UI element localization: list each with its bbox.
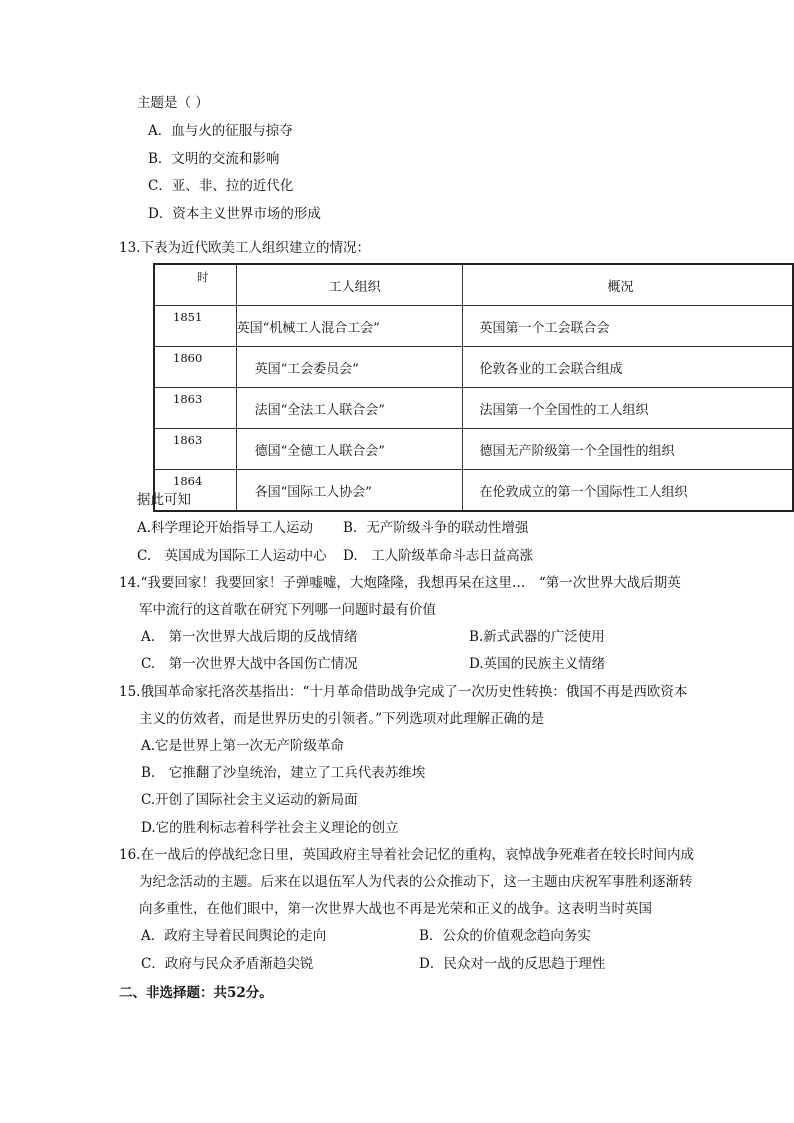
q16-option-c: C．政府与民众矛盾渐趋尖锐	[141, 956, 314, 972]
row-desc: 法国第一个全国性的工人组织	[463, 388, 793, 429]
q15-stem-line1: 15.俄国革命家托洛茨基指出：“十月革命借助战争完成了一次历史性转换：俄国不再是西欧资本	[119, 684, 688, 700]
q15-stem-line2: 主义的仿效者，而是世界历史的引领者。”下列选项对此理解正确的是	[139, 711, 545, 727]
row-year: 1851	[154, 306, 236, 347]
row-year: 1860	[154, 347, 236, 388]
table-row	[154, 470, 793, 512]
q13-option-c: C. 英国成为国际工人运动中心	[137, 548, 327, 564]
table-row	[154, 429, 793, 470]
section-2-heading: 二、非选择题：共52分。	[119, 985, 273, 1001]
q15-option-a: A.它是世界上第一次无产阶级革命	[141, 738, 345, 754]
row-org: 各国“国际工人协会”	[236, 470, 463, 512]
q12-option-d: D．资本主义世界市场的形成	[148, 206, 321, 222]
row-year: 1864	[154, 470, 236, 512]
q13-option-d: D. 工人阶级革命斗志日益高涨	[343, 548, 534, 564]
q14-stem-line1: 14.“我要回家！我要回家！子弹嘘嘘，大炮隆隆，我想再呆在这里… “第一次世界大战后期英	[119, 575, 681, 591]
table-row	[154, 388, 793, 429]
row-org: 英国“机械工人混合工会”	[236, 306, 463, 347]
q13-option-b: B．无产阶级斗争的联动性增强	[343, 520, 529, 536]
q14-option-a: A. 第一次世界大战后期的反战情绪	[141, 629, 358, 645]
row-desc: 在伦敦成立的第一个国际性工人组织	[463, 470, 793, 512]
q12-option-c: C．亚、非、拉的近代化	[148, 178, 294, 194]
table-header-year: 时	[154, 264, 236, 306]
row-desc: 德国无产阶级第一个全国性的组织	[463, 429, 793, 470]
q14-stem-line2: 军中流行的这首歌在研究下列哪一问题时最有价值	[139, 602, 436, 618]
table-row	[154, 347, 793, 388]
q15-option-d: D.它的胜利标志着科学社会主义理论的创立	[141, 820, 399, 836]
row-desc: 伦敦各业的工会联合组成	[463, 347, 793, 388]
row-org: 英国“工会委员会”	[236, 347, 463, 388]
row-org: 德国“全德工人联合会”	[236, 429, 463, 470]
q16-stem-line1: 16.在一战后的停战纪念日里，英国政府主导着社会记忆的重构，哀悼战争死难者在较长时间内成	[119, 847, 694, 863]
q16-option-b: B．公众的价值观念趋向务实	[419, 928, 591, 944]
q13-after-text: 据此可知	[137, 492, 191, 508]
row-desc: 英国第一个工会联合会	[463, 306, 793, 347]
table-header-row	[154, 264, 793, 306]
q14-option-d: D.英国的民族主义情绪	[469, 656, 606, 672]
q14-option-c: C. 第一次世界大战中各国伤亡情况	[141, 656, 358, 672]
q13-stem: 13.下表为近代欧美工人组织建立的情况：	[119, 240, 370, 256]
q16-stem-line3: 向多重性，在他们眼中，第一次世界大战也不再是光荣和正义的战争。这表明当时英国	[139, 901, 652, 917]
q16-stem-line2: 为纪念活动的主题。后来在以退伍军人为代表的公众推动下，这一主题由庆祝军事胜利逐渐转	[139, 874, 693, 890]
q15-option-b: B. 它推翻了沙皇统治，建立了工兵代表苏维埃	[141, 765, 426, 781]
table-header-org: 工人组织	[236, 264, 463, 306]
q16-option-d: D．民众对一战的反思趋于理性	[419, 956, 606, 972]
table-row	[154, 306, 793, 347]
q15-option-c: C.开创了国际社会主义运动的新局面	[141, 792, 358, 808]
table-header-desc: 概况	[463, 264, 793, 306]
row-org: 法国“全法工人联合会”	[236, 388, 463, 429]
q13-option-a: A.科学理论开始指导工人运动	[137, 520, 314, 536]
row-year: 1863	[154, 388, 236, 429]
q12-option-a: A．血与火的征服与掠夺	[148, 123, 293, 139]
q12-option-b: B．文明的交流和影响	[148, 151, 280, 167]
row-year: 1863	[154, 429, 236, 470]
worker-organizations-table	[153, 263, 794, 512]
q14-option-b: B.新式武器的广泛使用	[469, 629, 605, 645]
q12-stem-tail: 主题是（ ）	[137, 95, 209, 111]
q16-option-a: A．政府主导着民间舆论的走向	[141, 928, 327, 944]
